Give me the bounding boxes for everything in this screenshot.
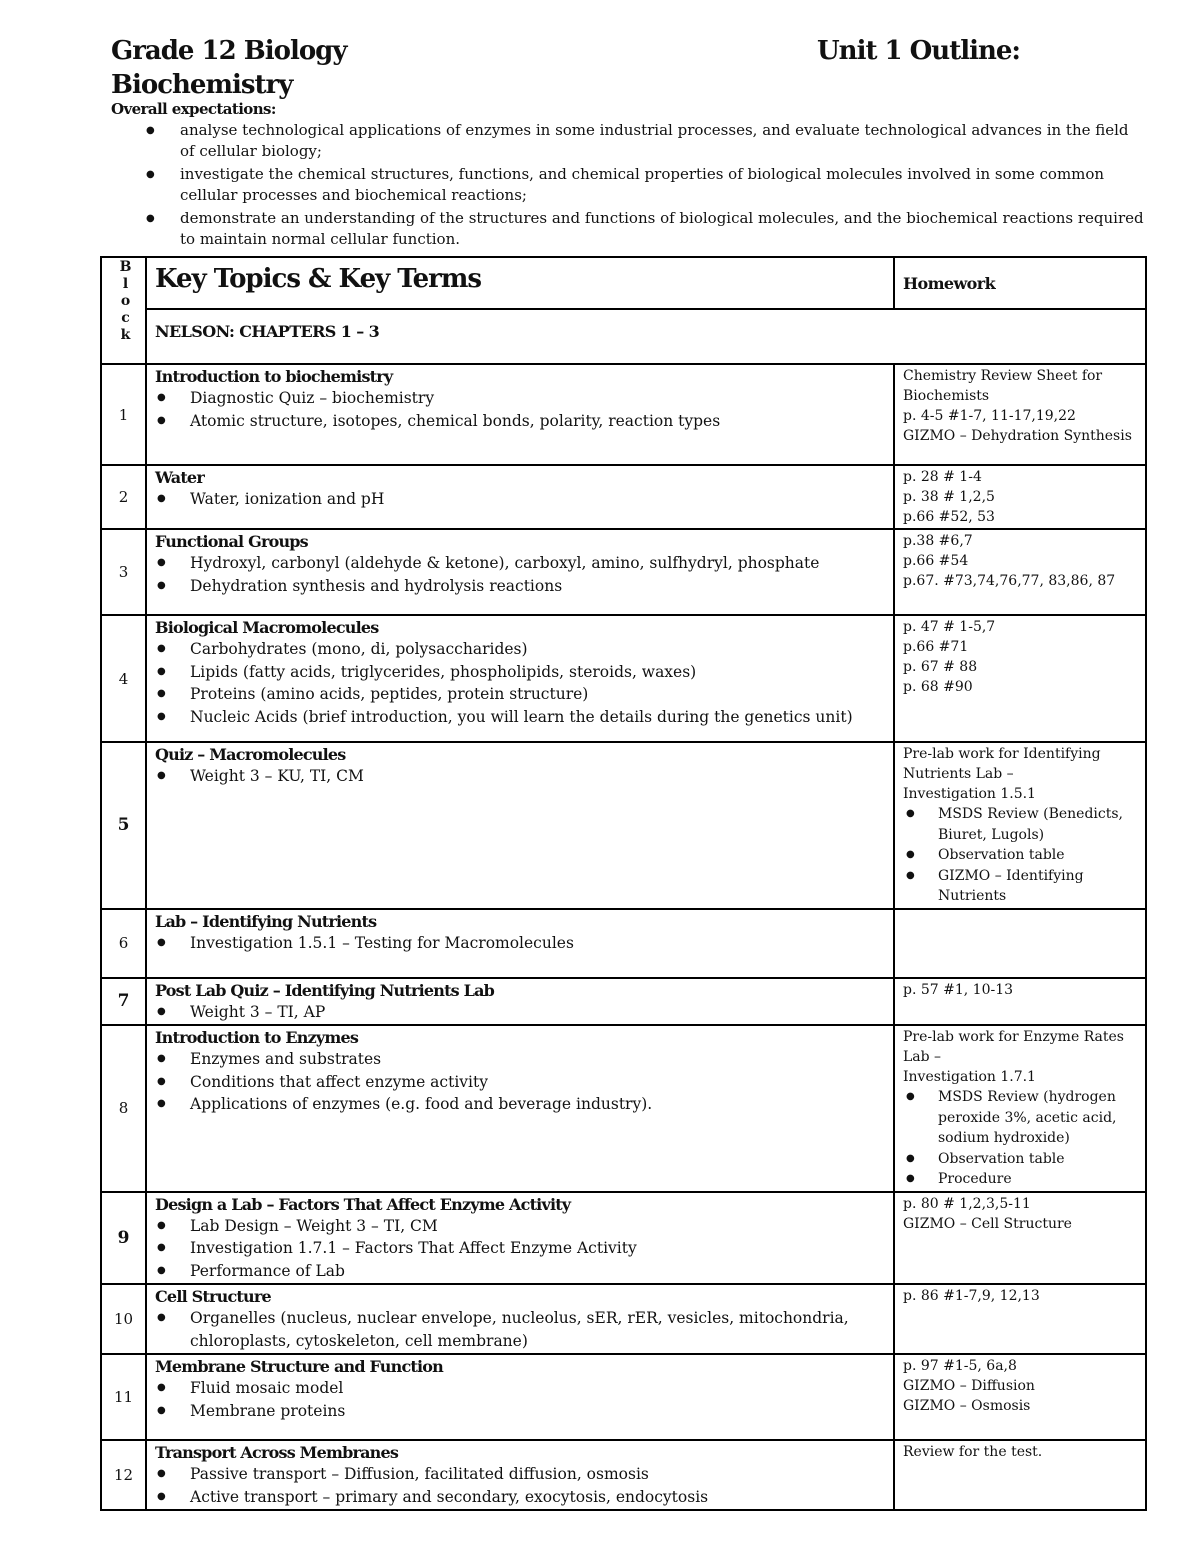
table-row [101, 742, 1146, 909]
topic-points [155, 1001, 889, 1024]
outline-rows [101, 364, 1146, 1510]
topic-cell [146, 465, 894, 529]
homework-line: Chemistry Review Sheet for Biochemists [903, 368, 1103, 404]
homework-line: GIZMO – Osmosis [903, 1398, 1031, 1414]
homework-line: p. 86 #1-7,9, 12,13 [903, 1288, 1040, 1304]
block-number: 6 [101, 909, 146, 978]
topic-title: Design a Lab – Factors That Affect Enzyme Activity [155, 1194, 571, 1214]
topic-cell [146, 742, 894, 909]
homework-cell [894, 529, 1146, 615]
expectation-item: ● investigate the chemical structures, functions, and chemical properties of biological molecules involved in some common cellular processes and biochemical reactions; [180, 164, 1145, 206]
homework-cell [894, 1440, 1146, 1510]
nelson-chapters: NELSON: CHAPTERS 1 – 3 [146, 309, 1146, 364]
table-header-row [101, 257, 1146, 309]
homework-line: p.66 #54 [903, 553, 969, 569]
block-number: 5 [101, 742, 146, 909]
topic-point: ● Atomic structure, isotopes, chemical bonds, polarity, reaction types [190, 410, 889, 433]
homework-point: ● GIZMO – Identifying Nutrients [938, 866, 1141, 907]
topic-points [155, 1377, 889, 1422]
topic-cell [146, 1192, 894, 1285]
topic-point: ● Weight 3 – KU, TI, CM [190, 765, 889, 788]
homework-line: p. 28 # 1-4 [903, 469, 982, 485]
block-number: 11 [101, 1354, 146, 1440]
homework-cell [894, 742, 1146, 909]
homework-line: Pre-lab work for Enzyme Rates Lab – [903, 1029, 1124, 1065]
homework-cell [894, 615, 1146, 742]
topics-column-header: Key Topics & Key Terms [146, 257, 894, 309]
topic-cell [146, 1284, 894, 1354]
topic-point: ● Weight 3 – TI, AP [190, 1001, 889, 1024]
topic-point: ● Applications of enzymes (e.g. food and beverage industry). [190, 1093, 889, 1116]
topic-point: ● Proteins (amino acids, peptides, protein structure) [190, 683, 889, 706]
topic-cell [146, 615, 894, 742]
table-row [101, 615, 1146, 742]
topic-cell [146, 529, 894, 615]
topic-point: ● Passive transport – Diffusion, facilitated diffusion, osmosis [190, 1463, 889, 1486]
topic-cell [146, 1354, 894, 1440]
block-number: 8 [101, 1025, 146, 1192]
topic-point: ● Carbohydrates (mono, di, polysaccharides) [190, 638, 889, 661]
homework-cell [894, 1192, 1146, 1285]
topic-title: Introduction to Enzymes [155, 1028, 359, 1047]
homework-line: GIZMO – Dehydration Synthesis [903, 428, 1132, 444]
topic-points [155, 1307, 889, 1352]
table-row [101, 1284, 1146, 1354]
homework-line: p. 38 # 1,2,5 [903, 489, 995, 505]
topic-cell [146, 1025, 894, 1192]
table-row [101, 1192, 1146, 1285]
block-header-letter: o [120, 293, 131, 309]
homework-cell [894, 1025, 1146, 1192]
block-number: 7 [101, 978, 146, 1026]
homework-point: ● Procedure [938, 1169, 1141, 1190]
topic-title: Cell Structure [155, 1287, 271, 1306]
homework-line: p. 57 #1, 10-13 [903, 981, 1014, 998]
topic-point: ● Investigation 1.5.1 – Testing for Macromolecules [190, 932, 889, 955]
homework-line: p.66 #52, 53 [903, 509, 995, 525]
outline-table [100, 256, 1147, 1511]
topic-title: Post Lab Quiz – Identifying Nutrients Lab [155, 980, 495, 1000]
topic-title: Introduction to biochemistry [155, 367, 393, 386]
topic-title: Quiz – Macromolecules [155, 745, 346, 764]
table-row [101, 1440, 1146, 1510]
table-row [101, 978, 1146, 1026]
homework-cell [894, 978, 1146, 1026]
block-header-letter: l [122, 276, 129, 292]
topic-points [155, 1215, 889, 1283]
block-column-header [101, 257, 146, 364]
overall-expectations-label: Overall expectations: [111, 100, 276, 118]
table-row [101, 1025, 1146, 1192]
topic-point: ● Enzymes and substrates [190, 1048, 889, 1071]
topic-point: ● Nucleic Acids (brief introduction, you will learn the details during the genetics unit) [190, 706, 889, 729]
topic-point: ● Lab Design – Weight 3 – TI, CM [190, 1215, 889, 1238]
unit-title: Unit 1 Outline: [817, 36, 1021, 66]
topic-title: Membrane Structure and Function [155, 1357, 443, 1376]
block-header-letter: B [119, 259, 132, 275]
topic-points [155, 1048, 889, 1116]
course-title: Grade 12 Biology [111, 36, 347, 66]
table-row [101, 364, 1146, 465]
document-header [100, 36, 1145, 252]
block-number: 12 [101, 1440, 146, 1510]
topic-point: ● Investigation 1.7.1 – Factors That Affect Enzyme Activity [190, 1237, 889, 1260]
block-number: 3 [101, 529, 146, 615]
homework-points [903, 1087, 1141, 1190]
homework-points [903, 804, 1141, 907]
homework-line: p. 68 #90 [903, 679, 973, 695]
expectations-list [100, 120, 1145, 250]
homework-cell [894, 364, 1146, 465]
topic-point: ● Performance of Lab [190, 1260, 889, 1283]
topic-points [155, 765, 889, 788]
topic-points [155, 552, 889, 597]
topic-point: ● Dehydration synthesis and hydrolysis reactions [190, 575, 889, 598]
topic-points [155, 932, 889, 955]
homework-cell [894, 1354, 1146, 1440]
homework-line: p. 67 # 88 [903, 659, 978, 675]
table-row [101, 465, 1146, 529]
homework-point: ● MSDS Review (Benedicts, Biuret, Lugols) [938, 804, 1141, 845]
block-header-letter: k [120, 327, 131, 343]
homework-line: p.67. #73,74,76,77, 83,86, 87 [903, 573, 1116, 589]
homework-line: GIZMO – Diffusion [903, 1378, 1035, 1394]
table-row [101, 909, 1146, 978]
homework-line: Review for the test. [903, 1444, 1043, 1460]
homework-line: Investigation 1.7.1 [903, 1069, 1036, 1085]
topic-point: ● Lipids (fatty acids, triglycerides, phospholipids, steroids, waxes) [190, 661, 889, 684]
expectation-item: ● demonstrate an understanding of the structures and functions of biological molecules, and the biochemical reactions required to maintain normal cellular function. [180, 208, 1145, 250]
nelson-row [101, 309, 1146, 364]
homework-cell [894, 1284, 1146, 1354]
topic-title: Functional Groups [155, 532, 308, 551]
block-number: 10 [101, 1284, 146, 1354]
homework-line: p. 4-5 #1-7, 11-17,19,22 [903, 408, 1076, 424]
topic-point: ● Water, ionization and pH [190, 488, 889, 511]
topic-title: Biological Macromolecules [155, 618, 379, 637]
homework-line: GIZMO – Cell Structure [903, 1215, 1072, 1232]
topic-cell [146, 364, 894, 465]
homework-cell [894, 465, 1146, 529]
topic-point: ● Conditions that affect enzyme activity [190, 1071, 889, 1094]
homework-line: p. 80 # 1,2,3,5-11 [903, 1195, 1031, 1212]
homework-line: p.66 #71 [903, 639, 969, 655]
homework-line: p. 47 # 1-5,7 [903, 619, 996, 635]
homework-column-header: Homework [894, 257, 1146, 309]
block-number: 9 [101, 1192, 146, 1285]
table-row [101, 529, 1146, 615]
topic-title: Transport Across Membranes [155, 1443, 399, 1462]
homework-line: p. 97 #1-5, 6a,8 [903, 1358, 1017, 1374]
homework-point: ● Observation table [938, 1149, 1141, 1170]
topic-point: ● Hydroxyl, carbonyl (aldehyde & ketone), carboxyl, amino, sulfhydryl, phosphate [190, 552, 889, 575]
homework-cell [894, 909, 1146, 978]
homework-point: ● Observation table [938, 845, 1141, 866]
topic-title: Lab – Identifying Nutrients [155, 911, 377, 931]
topic-points [155, 638, 889, 728]
topic-title: Water [155, 468, 204, 487]
topic-point: ● Active transport – primary and secondary, exocytosis, endocytosis [190, 1486, 889, 1509]
topic-point: ● Organelles (nucleus, nuclear envelope, nucleolus, sER, rER, vesicles, mitochondria, chloroplasts, cytoskeleton, cell membrane) [190, 1307, 889, 1352]
block-number: 2 [101, 465, 146, 529]
topic-points [155, 488, 889, 511]
topic-cell [146, 1440, 894, 1510]
topic-point: ● Diagnostic Quiz – biochemistry [190, 387, 889, 410]
block-number: 1 [101, 364, 146, 465]
topic-points [155, 387, 889, 432]
homework-point: ● MSDS Review (hydrogen peroxide 3%, acetic acid, sodium hydroxide) [938, 1087, 1141, 1149]
unit-subtitle: Biochemistry [111, 70, 293, 100]
homework-line: p.38 #6,7 [903, 533, 973, 549]
topic-cell [146, 909, 894, 978]
topic-point: ● Fluid mosaic model [190, 1377, 889, 1400]
expectation-item: ● analyse technological applications of enzymes in some industrial processes, and evaluate technological advances in the field of cellular biology; [180, 120, 1145, 162]
block-header-letter: c [121, 310, 130, 326]
topic-points [155, 1463, 889, 1508]
homework-line: Pre-lab work for Identifying Nutrients Lab – [903, 746, 1101, 782]
block-number: 4 [101, 615, 146, 742]
homework-line: Investigation 1.5.1 [903, 786, 1036, 802]
topic-point: ● Membrane proteins [190, 1400, 889, 1423]
topic-cell [146, 978, 894, 1026]
table-row [101, 1354, 1146, 1440]
title-row [100, 36, 1145, 70]
